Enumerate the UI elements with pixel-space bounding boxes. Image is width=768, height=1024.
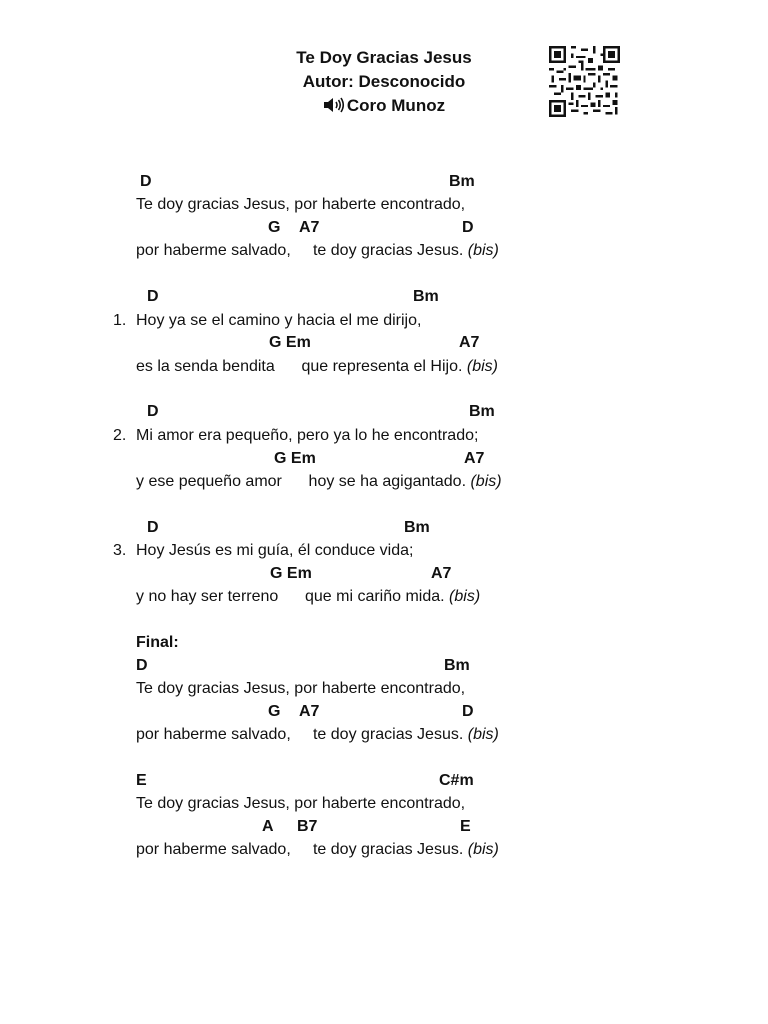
lyric-line: y ese pequeño amor hoy se ha agigantado. (bis) [136,473,502,490]
final-heading: Final: [136,634,179,651]
verse-number: 2. [113,427,127,444]
bis-marker: (bis) [467,841,499,858]
lyric-line: por haberme salvado, te doy gracias Jesus. (bis) [136,242,499,259]
lyric-line: es la senda bendita que representa el Hijo. (bis) [136,358,498,375]
lyric-line: Hoy ya se el camino y hacia el me dirijo, [136,312,422,329]
chord: D [136,657,148,674]
chord: D [147,519,159,536]
bis-marker: (bis) [470,473,502,490]
speaker-icon[interactable] [323,97,345,113]
lyric-line: por haberme salvado, te doy gracias Jesus. (bis) [136,841,499,858]
chord: D [140,173,152,190]
lyric-line: por haberme salvado, te doy gracias Jesus. (bis) [136,726,499,743]
chord: G [268,703,281,720]
chord: D [462,219,474,236]
bis-marker: (bis) [467,242,499,259]
performer-name: Coro Munoz [346,96,446,115]
chord: A [262,818,274,835]
chord: A7 [464,450,485,467]
lyric-line: Te doy gracias Jesus, por haberte encontrado, [136,680,466,697]
lyric-line: Te doy gracias Jesus, por haberte encontrado, [136,196,466,213]
lyric-line: y no hay ser terreno que mi cariño mida. (bis) [136,588,481,605]
chord: G Em [270,565,312,582]
lyric-line: Te doy gracias Jesus, por haberte encontrado, [136,795,466,812]
chord: G Em [269,334,311,351]
chord: Bm [413,288,439,305]
chord: D [147,403,159,420]
song-author: Autor: Desconocido [302,72,466,91]
verse-number: 3. [113,542,127,559]
chord: A7 [459,334,480,351]
chord: A7 [299,703,320,720]
qr-code-icon[interactable] [549,45,620,118]
verse-number: 1. [113,312,127,329]
chord: Bm [469,403,495,420]
song-header [0,46,768,118]
performer-row[interactable] [0,94,768,118]
chord: D [147,288,159,305]
chord: D [462,703,474,720]
chord: G Em [274,450,316,467]
chord: E [460,818,471,835]
lyric-line: Mi amor era pequeño, pero ya lo he encontrado; [136,427,479,444]
chord: Bm [444,657,470,674]
chord: A7 [299,219,320,236]
chord: Bm [404,519,430,536]
chord: Bm [449,173,475,190]
chord: A7 [431,565,452,582]
chord: C#m [439,772,474,789]
bis-marker: (bis) [467,726,499,743]
chord: B7 [297,818,318,835]
lyric-line: Hoy Jesús es mi guía, él conduce vida; [136,542,414,559]
song-title: Te Doy Gracias Jesus [296,48,472,67]
bis-marker: (bis) [466,358,498,375]
chord: G [268,219,281,236]
chord: E [136,772,147,789]
bis-marker: (bis) [449,588,481,605]
